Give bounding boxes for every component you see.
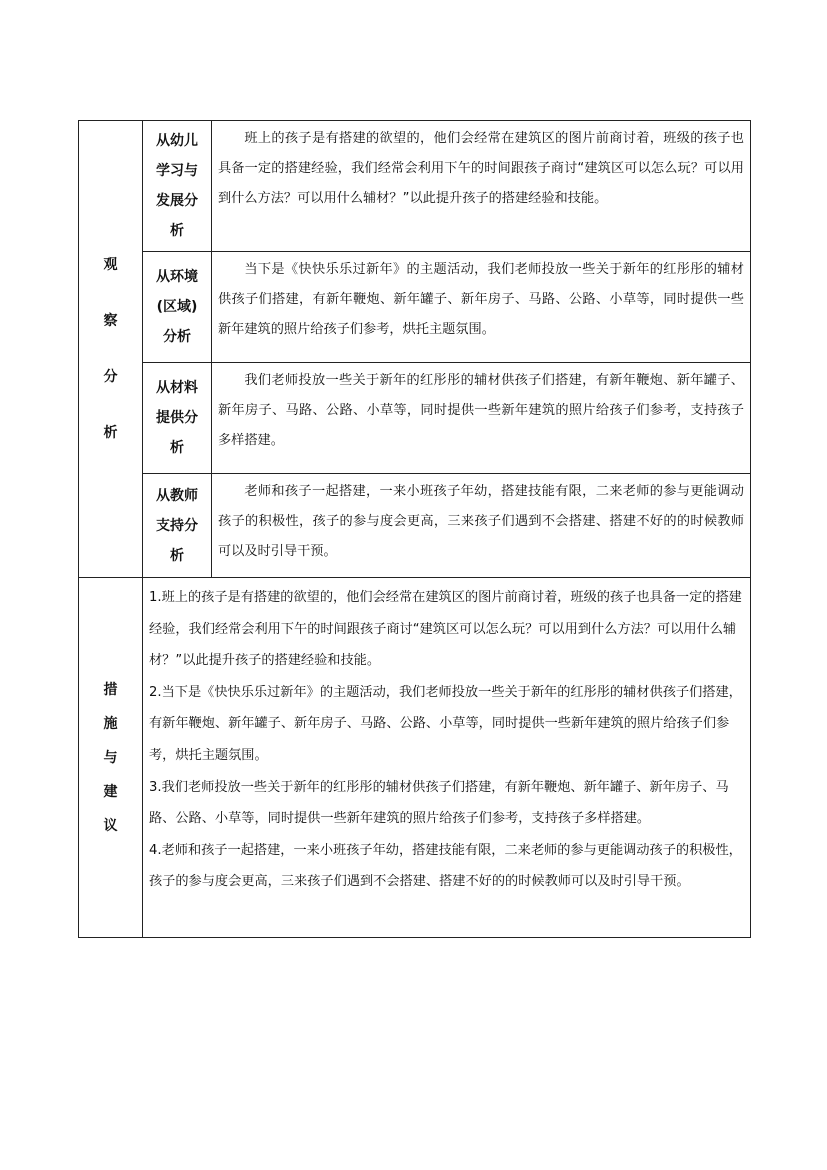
measure-item: 2.当下是《快快乐乐过新年》的主题活动，我们老师投放一些关于新年的红彤彤的辅材供孩子们搭建，有新年鞭炮、新年罐子、新年房子、马路、公路、小草等，同时提供一些新年建筑的照片给孩子们参考，烘托主题氛围。	[149, 684, 742, 763]
subheading-line: 分析	[163, 329, 191, 345]
measures-row	[79, 578, 751, 938]
subheading-line: 析	[170, 547, 184, 564]
subheading-line: 学习与	[156, 163, 198, 179]
measures-content	[143, 578, 751, 938]
observation-row-2	[79, 252, 751, 363]
heading-char: 分	[103, 369, 118, 385]
heading-char: 析	[103, 425, 118, 441]
subheading-line: 从教师	[156, 487, 198, 504]
subheading-line: 发展分	[156, 193, 198, 209]
subheading-line: 从幼儿	[156, 133, 198, 149]
paragraph: 当下是《快快乐乐过新年》的主题活动，我们老师投放一些关于新年的红彤彤的辅材供孩子们搭建，有新年鞭炮、新年罐子、新年房子、马路、公路、小草等，同时提供一些新年建筑的照片给孩子们参考，烘托主题氛围。	[218, 262, 744, 337]
subheading-line: 提供分	[156, 410, 198, 426]
subheading-teacher-support	[143, 474, 212, 578]
observation-row-3	[79, 363, 751, 474]
subheading-line: 析	[170, 440, 184, 456]
measures-suggestions-heading	[79, 578, 143, 938]
measure-item: 4.老师和孩子一起搭建，一来小班孩子年幼，搭建技能有限，二来老师的参与更能调动孩子的积极性，孩子的参与度会更高，三来孩子们遇到不会搭建、搭建不好的的时候教师可以及时引导干预。	[149, 842, 742, 890]
content-child-development	[212, 121, 751, 252]
heading-char: 施	[103, 715, 118, 732]
subheading-environment	[143, 252, 212, 363]
heading-char: 建	[103, 783, 118, 800]
paragraph: 班上的孩子是有搭建的欲望的，他们会经常在建筑区的图片前商讨着，班级的孩子也具备一定的搭建经验，我们经常会利用下午的时间跟孩子商讨“建筑区可以怎么玩？可以用到什么方法？可以用什么辅材？”以此提升孩子的搭建经验和技能。	[218, 131, 744, 206]
paragraph: 我们老师投放一些关于新年的红彤彤的辅材供孩子们搭建，有新年鞭炮、新年罐子、新年房子、马路、公路、小草等，同时提供一些新年建筑的照片给孩子们参考，支持孩子多样搭建。	[218, 373, 744, 448]
analysis-table	[78, 120, 751, 938]
subheading-line: 析	[170, 223, 184, 239]
heading-char: 观	[103, 257, 118, 273]
subheading-line: 支持分	[156, 517, 198, 534]
observation-row-4	[79, 474, 751, 578]
content-environment	[212, 252, 751, 363]
heading-char: 与	[103, 749, 118, 766]
subheading-line: (区域)	[156, 299, 198, 315]
heading-char: 议	[103, 817, 118, 834]
heading-char: 察	[103, 313, 118, 329]
content-teacher-support	[212, 474, 751, 578]
subheading-child-development	[143, 121, 212, 252]
paragraph: 老师和孩子一起搭建，一来小班孩子年幼，搭建技能有限，二来老师的参与更能调动孩子的积极性，孩子的参与度会更高，三来孩子们遇到不会搭建、搭建不好的的时候教师可以及时引导干预。	[218, 484, 744, 559]
subheading-line: 从环境	[156, 269, 198, 285]
measure-item: 1.班上的孩子是有搭建的欲望的，他们会经常在建筑区的图片前商讨着，班级的孩子也具备一定的搭建经验，我们经常会利用下午的时间跟孩子商讨“建筑区可以怎么玩？可以用到什么方法？可以用什么辅材？”以此提升孩子的搭建经验和技能。	[149, 590, 742, 669]
heading-char: 措	[103, 681, 118, 698]
subheading-line: 从材料	[156, 380, 198, 396]
measure-item: 3.我们老师投放一些关于新年的红彤彤的辅材供孩子们搭建，有新年鞭炮、新年罐子、新年房子、马路、公路、小草等，同时提供一些新年建筑的照片给孩子们参考，支持孩子多样搭建。	[149, 779, 729, 827]
content-materials	[212, 363, 751, 474]
observation-row-1	[79, 121, 751, 252]
subheading-materials	[143, 363, 212, 474]
observation-analysis-heading	[79, 121, 143, 578]
